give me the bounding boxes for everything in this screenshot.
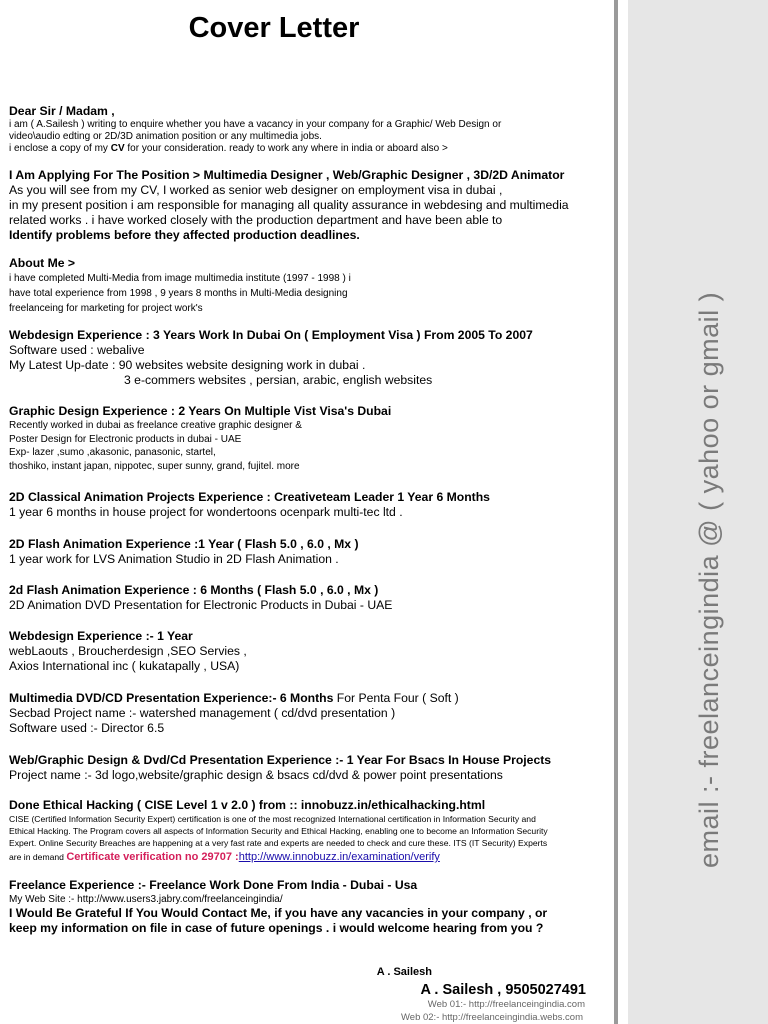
classical-animation-section [9,490,609,520]
intro-line [9,143,609,155]
body-line: webLaouts , Broucherdesign ,SEO Servies , [9,644,247,658]
sidebar-email-text: email :- freelanceingindia @ ( yahoo or gmail ) [694,291,724,868]
section-heading: I Am Applying For The Position > Multimedia Designer , Web/Graphic Designer , 3D/2D Animator [9,168,565,182]
signature-web2: Web 02:- http://freelanceingindia.webs.com [400,1012,583,1023]
body-line: Project name :- 3d logo,website/graphic design & bsacs cd/dvd & power point presentations [9,768,503,782]
section-heading: Graphic Design Experience : 2 Years On Multiple Vist Visa's Dubai [9,404,392,418]
body-line: 1 year work for LVS Animation Studio in 2D Flash Animation . [9,552,339,566]
section-heading: 2D Flash Animation Experience :1 Year ( Flash 5.0 , 6.0 , Mx ) [9,537,359,551]
section-heading: Done Ethical Hacking ( CISE Level 1 v 2.0 ) from :: innobuzz.in/ethicalhacking.html [9,798,486,812]
section-heading: Freelance Experience :- Freelance Work Done From India - Dubai - Usa [9,878,418,892]
body-line: Ethical Hacking. The Program covers all aspects of Information Security and Ethical Hacking, enabling one to become an Information Security [9,826,548,836]
applying-section [9,168,609,243]
body-line: have total experience from 1998 , 9 years 8 months in Multi-Media designing [9,288,348,299]
body-line: thoshiko, instant japan, nippotec, super sunny, grand, fujitel. more [9,460,300,472]
body-line: freelanceing for marketing for project work's [9,303,203,314]
closing-line: I Would Be Grateful If You Would Contact Me, if you have any vacancies in your company , or [9,906,548,920]
ethical-hacking-section [9,798,609,865]
section-heading: Webdesign Experience :- 1 Year [9,629,193,643]
signature-name: A . Sailesh [376,966,432,978]
signature-web1: Web 01:- http://freelanceingindia.com [427,999,585,1010]
signature-name-phone: A . Sailesh , 9505027491 [420,982,586,998]
section-heading: Web/Graphic Design & Dvd/Cd Presentation Experience :- 1 Year For Bsacs In House Projects [9,753,552,767]
page-title: Cover Letter [188,12,360,44]
body-line: 3 e-commers websites , persian, arabic, english websites [124,373,433,387]
body-line: in my present position i am responsible for managing all quality assurance in webdesing and multimedia [9,198,569,212]
closing-line: keep my information on file in case of future openings . i would welcome hearing from you ? [9,921,544,935]
body-line: As you will see from my CV, I worked as senior web designer on employment visa in dubai , [9,183,503,197]
intro-text: for your consideration. ready to work any where in india or aboard also > [124,143,448,154]
section-heading [9,691,609,706]
body-line: Software used :- Director 6.5 [9,721,165,735]
heading-rest: For Penta Four ( Soft ) [333,691,459,705]
body-line: Expert. Online Security Breaches are happening at a very fast rate and experts are needed to check and cure these. ITS (IT Security) Experts [9,838,548,848]
section-heading: 2D Classical Animation Projects Experience : Creativeteam Leader 1 Year 6 Months [9,490,490,504]
graphic-section [9,404,609,473]
dvd-presentation-section [9,691,609,736]
section-heading: Webdesign Experience : 3 Years Work In Dubai On ( Employment Visa ) From 2005 To 2007 [9,328,533,342]
verify-link[interactable]: http://www.innobuzz.in/examination/verify [238,851,440,863]
body-line: related works . i have worked closely with the production department and have been able to [9,213,503,227]
body-line: 1 year 6 months in house project for wondertoons ocenpark multi-tec ltd . [9,505,403,519]
intro-line: i am ( A.Sailesh ) writing to enquire whether you have a vacancy in your company for a Graphic/ Web Design or [9,119,502,130]
section-heading: 2d Flash Animation Experience : 6 Months ( Flash 5.0 , 6.0 , Mx ) [9,583,379,597]
body-line: CISE (Certified Information Security Expert) certification is one of the most recognized International certification in Information Security and [9,814,536,824]
about-section [9,256,609,316]
intro-section [9,104,609,155]
intro-text: i enclose a copy of my [9,143,111,154]
section-heading: About Me > [9,256,76,270]
body-line: Exp- lazer ,sumo ,akasonic, panasonic, startel, [9,447,216,458]
body-line-bold: Identify problems before they affected production deadlines. [9,228,360,242]
freelance-section [9,878,609,936]
body-line: Software used : webalive [9,343,145,357]
intro-line: video\audio edting or 2D/3D animation position or any multimedia jobs. [9,131,322,142]
certificate-label: Certificate verification no 29707 : [66,851,239,863]
body-line [9,849,609,865]
body-line: i have completed Multi-Media from image multimedia institute (1997 - 1998 ) i [9,273,351,284]
body-line: My Latest Up-date : 90 websites website designing work in dubai . [9,358,366,372]
website-line: My Web Site :- http://www.users3.jabry.com/freelanceingindia/ [9,894,283,905]
body-line: 2D Animation DVD Presentation for Electronic Products in Dubai - UAE [9,598,393,612]
bsacs-section [9,753,609,783]
flash-animation-section [9,537,609,567]
heading-bold: Multimedia DVD/CD Presentation Experience:- 6 Months [9,691,334,705]
page-gap [618,0,628,1024]
webdesign-dubai-section [9,328,609,388]
body-line: Recently worked in dubai as freelance creative graphic designer & [9,420,302,431]
body-line: Axios International inc ( kukatapally , USA) [9,659,240,673]
flash-animation-section-2 [9,583,609,613]
body-line: Secbad Project name :- watershed management ( cd/dvd presentation ) [9,706,396,720]
salutation: Dear Sir / Madam , [9,104,115,118]
webdesign-section [9,629,609,674]
cv-word: CV [110,143,125,154]
body-text: are in demand [9,852,67,862]
body-line: Poster Design for Electronic products in dubai - UAE [9,433,242,445]
